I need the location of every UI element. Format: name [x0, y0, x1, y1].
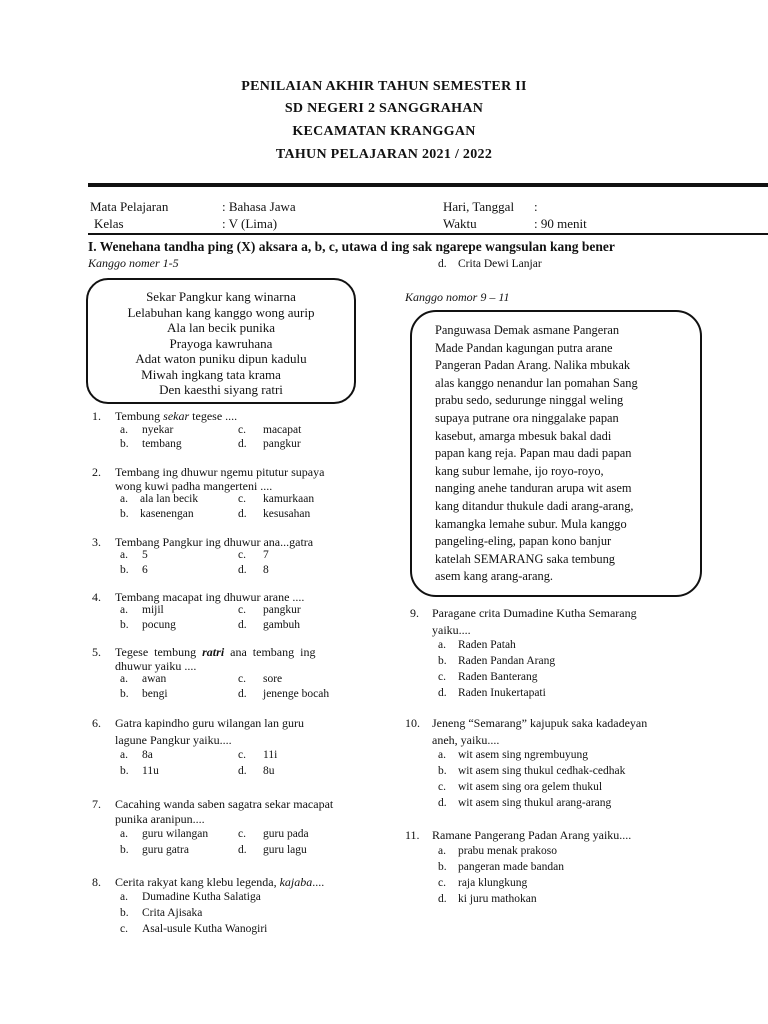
question-5-option-b[interactable]: bengi [142, 688, 168, 700]
district-name: KECAMATAN KRANGGAN [292, 124, 476, 139]
question-6-option-b[interactable]: 11u [142, 765, 159, 777]
question-2-text: Tembang ing dhuwur ngemu pitutur supaya [115, 465, 325, 479]
option-letter: d. [238, 765, 247, 777]
question-6-option-d[interactable]: 8u [263, 765, 275, 777]
class-value: : V (Lima) [222, 216, 278, 231]
question-9-option-a[interactable]: Raden Patah [458, 639, 516, 651]
passage-line: alas kanggo nenandur lan pomahan Sang [435, 375, 638, 390]
question-5-option-a[interactable]: awan [142, 673, 167, 685]
question-1-option-d[interactable]: pangkur [263, 438, 301, 450]
option-letter: b. [120, 907, 129, 919]
poem-line: Prayoga kawruhana [169, 335, 273, 351]
header-divider [88, 183, 768, 187]
passage-text [435, 322, 680, 586]
option-letter: a. [120, 673, 128, 685]
subject-label: Mata Pelajaran [90, 199, 169, 214]
option-letter: c. [438, 671, 446, 683]
option-letter: c. [238, 424, 246, 436]
question-9-option-d[interactable]: Raden Inukertapati [458, 687, 546, 699]
question-1-number: 1. [92, 409, 101, 423]
question-8-option-c[interactable]: Asal-usule Kutha Wanogiri [142, 923, 268, 935]
option-letter: c. [438, 877, 446, 889]
note-questions-9-11: Kanggo nomor 9 – 11 [405, 290, 510, 304]
passage-line: kamangka lemahe subur. Mula kanggo [435, 516, 627, 531]
question-6-text: Gatra kapindho guru wilangan lan guru [115, 716, 304, 730]
option-letter: d. [238, 844, 247, 856]
question-3-text: Tembang Pangkur ing dhuwur ana...gatra [115, 535, 314, 549]
question-5-text-2: dhuwur yaiku .... [115, 659, 197, 673]
option-letter: d. [438, 893, 447, 905]
option-letter: b. [120, 765, 129, 777]
option-letter: a. [120, 549, 128, 561]
poem-line: Miwah ingkang tata krama [141, 366, 281, 382]
option-letter: b. [438, 861, 447, 873]
question-3-option-a[interactable]: 5 [142, 549, 148, 561]
option-letter: a. [120, 493, 128, 505]
question-11-text: Ramane Pangerang Padan Arang yaiku.... [432, 828, 632, 842]
question-1-option-c[interactable]: macapat [263, 424, 302, 436]
passage-line: kang ditandur thukule dadi arang-arang, [435, 498, 634, 513]
question-6-text-2: lagune Pangkur yaiku.... [115, 733, 232, 747]
option-letter: b. [438, 765, 447, 777]
question-6-number: 6. [92, 716, 101, 730]
question-11-option-d[interactable]: ki juru mathokan [458, 893, 537, 905]
option-letter: c. [238, 604, 246, 616]
passage-line: Panguwasa Demak asmane Pangeran [435, 323, 620, 337]
time-label: Waktu [443, 216, 477, 231]
option-letter: c. [238, 828, 246, 840]
question-9-number: 9. [410, 606, 419, 620]
option-letter: c. [238, 549, 246, 561]
question-10-text: Jeneng “Semarang” kajupuk saka kadadeyan [432, 716, 648, 730]
section-instruction: I. Wenehana tandha ping (X) aksara a, b, c, utawa d ing sak ngarepe wangsulan kang bener [88, 239, 615, 254]
question-4-text: Tembang macapat ing dhuwur arane .... [115, 590, 305, 604]
question-6-option-c[interactable]: 11i [263, 749, 278, 761]
option-letter: d. [238, 564, 247, 576]
question-3-option-c[interactable]: 7 [263, 549, 269, 561]
school-year: TAHUN PELAJARAN 2021 / 2022 [275, 147, 493, 162]
question-1-option-b[interactable]: tembang [142, 438, 182, 450]
passage-line: prabu sedo, sedurunge ninggal weling [435, 393, 624, 408]
question-7-option-a[interactable]: guru wilangan [142, 828, 209, 840]
question-2-number: 2. [92, 465, 101, 479]
question-7-option-d[interactable]: guru lagu [263, 844, 307, 856]
passage-line: kang subur lemahe, ijo royo-royo, [435, 463, 604, 478]
info-divider [88, 233, 768, 235]
poem-box [86, 278, 356, 404]
question-4-option-c[interactable]: pangkur [263, 604, 301, 616]
passage-line: Made Pandan kagungan putra arane [435, 340, 613, 355]
question-10-option-b[interactable]: wit asem sing thukul cedhak-cedhak [458, 765, 626, 777]
question-6-option-a[interactable]: 8a [142, 749, 153, 761]
passage-line: pangeling-eling, papan kono banjur [435, 534, 612, 549]
question-1-option-a[interactable]: nyekar [142, 424, 174, 436]
question-5-number: 5. [92, 645, 101, 659]
question-4-option-d[interactable]: gambuh [263, 619, 301, 631]
option-letter: c. [238, 749, 246, 761]
option-letter: b. [120, 688, 129, 700]
poem-text [88, 289, 354, 398]
question-9-option-b[interactable]: Raden Pandan Arang [458, 655, 556, 667]
question-2-option-d[interactable]: kesusahan [263, 508, 311, 520]
option-letter: c. [238, 493, 246, 505]
question-4-option-b[interactable]: pocung [142, 619, 176, 631]
question-7-text-2: punika aranipun.... [115, 812, 205, 826]
question-4-option-a[interactable]: mijil [142, 604, 164, 616]
option-letter: b. [120, 564, 129, 576]
question-10-option-a[interactable]: wit asem sing ngrembuyung [458, 749, 588, 761]
question-3-option-b[interactable]: 6 [142, 564, 148, 576]
school-name: SD NEGERI 2 SANGGRAHAN [284, 101, 484, 116]
note-questions-1-5: Kanggo nomer 1-5 [88, 256, 179, 270]
option-letter: d. [238, 438, 247, 450]
passage-line: kasebut, amarga mbesuk bakal dadi [435, 428, 612, 443]
option-letter: b. [120, 619, 129, 631]
option-letter: b. [120, 844, 129, 856]
option-letter: a. [438, 845, 446, 857]
question-5-option-d[interactable]: jenenge bocah [263, 688, 330, 700]
option-letter: d. [238, 619, 247, 631]
option-letter: c. [238, 673, 246, 685]
option-letter: d. [238, 688, 247, 700]
time-value: : 90 menit [534, 216, 587, 231]
option-letter: a. [120, 749, 128, 761]
question-2-option-a[interactable]: ala lan becik [140, 493, 199, 505]
passage-line: Pangeran Padan Arang. Nalika mbukak [435, 358, 631, 373]
option-letter: d. [438, 258, 447, 270]
passage-line: asem kang arang-arang. [435, 569, 553, 584]
option-letter: a. [438, 749, 446, 761]
question-5-text: Tegese tembung ratri ana tembang ing [115, 645, 316, 659]
option-letter: a. [120, 828, 128, 840]
question-7-option-c[interactable]: guru pada [263, 828, 309, 840]
question-7-number: 7. [92, 797, 101, 811]
question-5-option-c[interactable]: sore [263, 673, 283, 685]
option-letter: b. [120, 508, 129, 520]
option-letter: a. [438, 639, 446, 651]
passage-line: katelah SEMARANG saka tembung [435, 551, 615, 566]
question-3-number: 3. [92, 535, 101, 549]
option-letter: d. [438, 687, 447, 699]
passage-line: papan kang reja. Papan mau dadi papan [435, 446, 632, 461]
question-10-number: 10. [405, 716, 420, 730]
exam-title: PENILAIAN AKHIR TAHUN SEMESTER II [241, 79, 527, 94]
option-letter: c. [120, 923, 128, 935]
option-letter: c. [438, 781, 446, 793]
question-1-text: Tembung sekar tegese .... [115, 409, 238, 423]
option-letter: d. [238, 508, 247, 520]
question-11-option-c[interactable]: raja klungkung [458, 877, 528, 889]
question-3-option-d[interactable]: 8 [263, 564, 269, 576]
option-letter: a. [120, 891, 128, 903]
poem-line: Den kaesthi siyang ratri [159, 382, 283, 397]
option-letter: a. [120, 424, 128, 436]
subject-value: : Bahasa Jawa [222, 199, 296, 214]
question-7-text: Cacahing wanda saben sagatra sekar macapat [115, 797, 334, 811]
question-8-option-d[interactable]: Crita Dewi Lanjar [458, 258, 542, 270]
question-4-number: 4. [92, 590, 101, 604]
option-letter: a. [120, 604, 128, 616]
passage-line: nanging anehe tanduran arupa wit asem [435, 481, 632, 496]
question-8-text: Cerita rakyat kang klebu legenda, kajaba.... [115, 875, 325, 889]
poem-line: Sekar Pangkur kang winarna [146, 289, 296, 304]
poem-line: Adat waton puniku dipun kadulu [135, 351, 307, 366]
question-7-option-b[interactable]: guru gatra [142, 844, 189, 856]
question-11-option-a[interactable]: prabu menak prakoso [458, 845, 557, 857]
question-11-number: 11. [405, 828, 420, 842]
question-8-option-b[interactable]: Crita Ajisaka [142, 907, 203, 919]
question-8-option-a[interactable]: Dumadine Kutha Salatiga [142, 891, 261, 903]
question-2-option-b[interactable]: kasenengan [140, 508, 194, 520]
class-label: Kelas [94, 216, 124, 231]
question-10-option-d[interactable]: wit asem sing thukul arang-arang [458, 797, 612, 809]
question-10-text-2: aneh, yaiku.... [432, 733, 500, 747]
option-letter: b. [438, 655, 447, 667]
poem-line: Lelabuhan kang kanggo wong aurip [127, 304, 315, 320]
question-8-number: 8. [92, 875, 101, 889]
question-9-text: Paragane crita Dumadine Kutha Semarang [432, 606, 637, 620]
passage-box [410, 310, 702, 597]
question-2-option-c[interactable]: kamurkaan [263, 493, 315, 505]
question-2-text-2: wong kuwi padha mangerteni .... [115, 479, 273, 493]
question-10-option-c[interactable]: wit asem sing ora gelem thukul [458, 781, 603, 793]
question-11-option-b[interactable]: pangeran made bandan [458, 861, 565, 873]
question-9-text-2: yaiku.... [432, 623, 471, 637]
option-letter: b. [120, 438, 129, 450]
day-value: : [534, 199, 538, 214]
option-letter: d. [438, 797, 447, 809]
question-9-option-c[interactable]: Raden Banterang [458, 671, 538, 683]
passage-line: supaya putrane ora ninggalake papan [435, 410, 619, 425]
day-label: Hari, Tanggal [443, 199, 515, 214]
poem-line: Ala lan becik punika [167, 320, 275, 335]
